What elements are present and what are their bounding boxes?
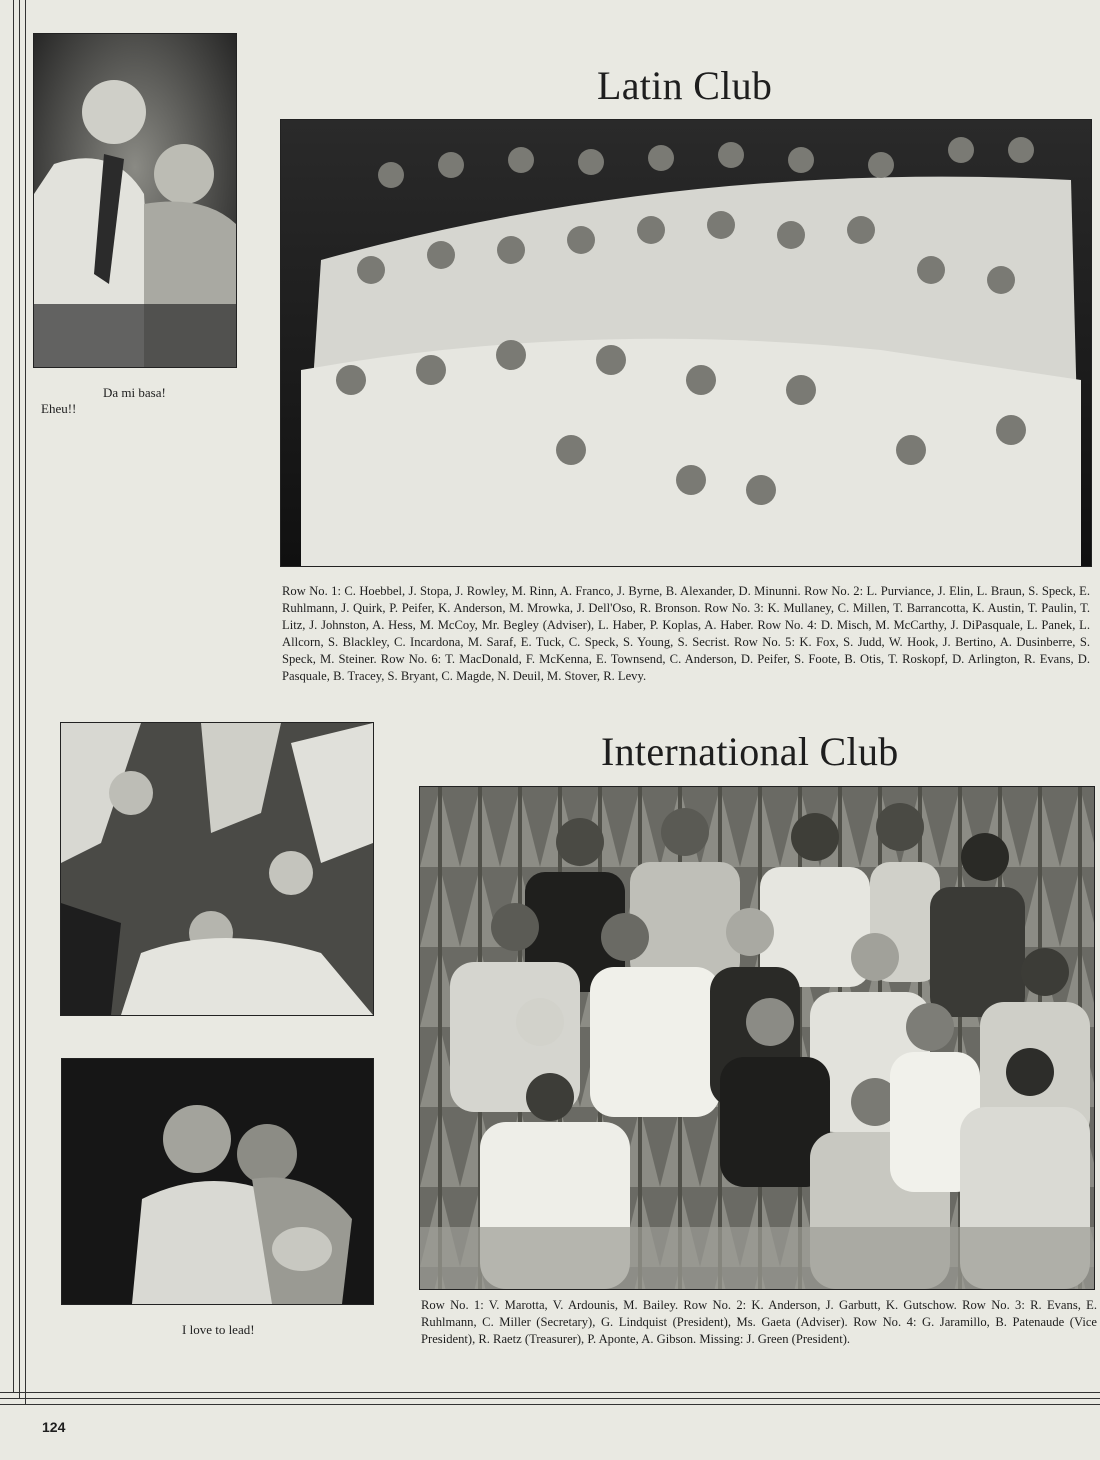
candid-caption-line2: Eheu!!: [41, 401, 77, 416]
candid-photo-dancing: [61, 1058, 374, 1305]
candid-photo-toga-party: [60, 722, 374, 1016]
latin-club-roster: Row No. 1: C. Hoebbel, J. Stopa, J. Rowley, M. Rinn, A. Franco, J. Byrne, B. Alexander, D. Minunni. Row No. 2: L. Purviance, J. Elin, L. Braun, S. Speck, E. Ruhlmann, J. Quirk, P. Peifer, K. Anderson, M. Mrowka, J. Dell'Oso, R. Bronson. Row No. 3: K. Mullaney, C. Millen, T. Barrancotta, K. Austin, T. Paulin, T. Litz, J. Johnston, A. Hess, M. McCoy, Mr. Begley (Adviser), L. Haber, P. Koplas, A. Haber. Row No. 4: D. Misch, M. McCarthy, J. DiPasquale, L. Panek, L. Allcorn, S. Blackley, C. Incardona, M. Saraf, E. Tuck, C. Speck, S. Young, S. Secrist. Row No. 5: K. Fox, S. Judd, W. Hook, J. Bertino, A. Dusinberre, S. Speck, M. Steiner. Row No. 6: T. MacDonald, F. McKenna, E. Townsend, C. Anderson, D. Peifer, S. Foote, B. Otis, T. Roskopf, D. Arlington, R. Evans, D. Pasquale, B. Tracey, S. Bryant, C. Magde, N. Deuil, M. Stover, R. Levy.: [282, 584, 1090, 683]
candid-caption-line1: Da mi basa!: [103, 385, 166, 400]
candid-photo-teachers: [33, 33, 237, 368]
latin-club-group-photo: [280, 119, 1092, 567]
border-line: [25, 0, 26, 1404]
international-club-title: International Club: [601, 729, 899, 774]
border-line: [0, 1404, 1100, 1405]
latin-club-title: Latin Club: [597, 63, 773, 108]
candid-caption-bottom: I love to lead!: [182, 1322, 255, 1337]
border-line: [0, 1398, 1100, 1399]
border-line: [19, 0, 20, 1398]
page-number: 124: [42, 1419, 66, 1435]
border-line: [13, 0, 14, 1392]
international-club-group-photo: [419, 786, 1095, 1290]
international-club-roster: Row No. 1: V. Marotta, V. Ardounis, M. Bailey. Row No. 2: K. Anderson, J. Garbutt, K. Gutschow. Row No. 3: R. Evans, E. Ruhlmann, C. Miller (Secretary), G. Lindquist (President), Ms. Gaeta (Adviser). Row No. 4: G. Jaramillo, B. Patenaude (Vice President), R. Raetz (Treasurer), P. Aponte, A. Gibson. Missing: J. Green (President).: [421, 1298, 1097, 1346]
border-line: [0, 1392, 1100, 1393]
